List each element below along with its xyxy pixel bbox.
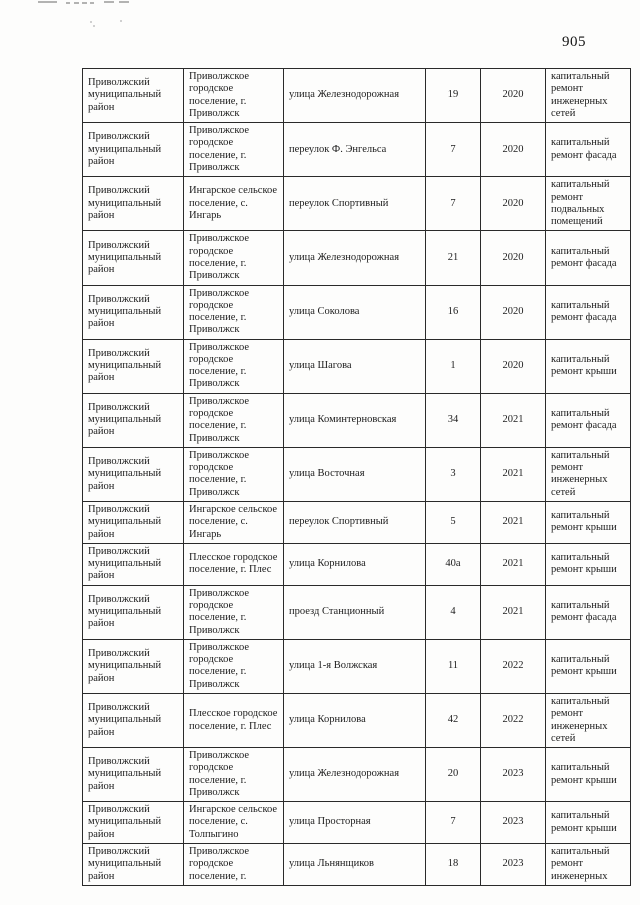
cell-work: капитальный ремонт фасада [546, 393, 631, 447]
cell-year: 2023 [481, 802, 546, 844]
cell-year: 2020 [481, 177, 546, 231]
cell-house: 21 [426, 231, 481, 285]
cell-year: 2020 [481, 123, 546, 177]
cell-work: капитальный ремонт инженерных сетей [546, 447, 631, 501]
cell-district: Приволжский муниципальный район [83, 123, 184, 177]
cell-settlement: Приволжское городское поселение, г. Приволжск [184, 393, 284, 447]
cell-settlement: Ингарское сельское поселение, с. Ингарь [184, 177, 284, 231]
cell-street: улица Соколова [284, 285, 426, 339]
table-row [83, 844, 631, 886]
cell-work: капитальный ремонт фасада [546, 123, 631, 177]
cell-settlement: Приволжское городское поселение, г. Приволжск [184, 123, 284, 177]
table-row [83, 339, 631, 393]
cell-district: Приволжский муниципальный район [83, 639, 184, 693]
cell-district: Приволжский муниципальный район [83, 844, 184, 886]
scan-artifact [93, 25, 95, 27]
cell-district: Приволжский муниципальный район [83, 285, 184, 339]
cell-year: 2022 [481, 639, 546, 693]
cell-settlement: Приволжское городское поселение, г. Приволжск [184, 231, 284, 285]
cell-work: капитальный ремонт крыши [546, 543, 631, 585]
cell-work: капитальный ремонт инженерных сетей [546, 693, 631, 747]
cell-district: Приволжский муниципальный район [83, 339, 184, 393]
cell-district: Приволжский муниципальный район [83, 802, 184, 844]
table-row [83, 693, 631, 747]
cell-house: 19 [426, 69, 481, 123]
cell-work: капитальный ремонт фасада [546, 585, 631, 639]
cell-house: 3 [426, 447, 481, 501]
cell-street: улица Железнодорожная [284, 748, 426, 802]
cell-year: 2021 [481, 393, 546, 447]
cell-district: Приволжский муниципальный район [83, 393, 184, 447]
scan-artifact [119, 1, 129, 3]
cell-settlement: Плесское городское поселение, г. Плес [184, 693, 284, 747]
cell-year: 2021 [481, 502, 546, 544]
cell-settlement: Ингарское сельское поселение, с. Ингарь [184, 502, 284, 544]
cell-house: 40а [426, 543, 481, 585]
cell-year: 2021 [481, 543, 546, 585]
table-row [83, 69, 631, 123]
cell-street: улица 1-я Волжская [284, 639, 426, 693]
cell-street: улица Корнилова [284, 693, 426, 747]
table-row [83, 285, 631, 339]
cell-street: улица Льнянщиков [284, 844, 426, 886]
cell-street: переулок Спортивный [284, 177, 426, 231]
cell-year: 2020 [481, 339, 546, 393]
cell-house: 5 [426, 502, 481, 544]
cell-district: Приволжский муниципальный район [83, 231, 184, 285]
cell-house: 4 [426, 585, 481, 639]
cell-street: улица Железнодорожная [284, 231, 426, 285]
capital-repairs-table [82, 68, 631, 886]
table-row [83, 543, 631, 585]
cell-year: 2020 [481, 231, 546, 285]
cell-settlement: Приволжское городское поселение, г. Приволжск [184, 285, 284, 339]
table-row [83, 639, 631, 693]
scan-artifact [90, 21, 92, 23]
cell-settlement: Плесское городское поселение, г. Плес [184, 543, 284, 585]
table-row [83, 802, 631, 844]
scan-artifact [120, 20, 122, 22]
cell-district: Приволжский муниципальный район [83, 447, 184, 501]
scan-artifact [82, 2, 87, 4]
cell-settlement: Приволжское городское поселение, г. Приволжск [184, 639, 284, 693]
cell-year: 2021 [481, 585, 546, 639]
table-row [83, 123, 631, 177]
table-row [83, 393, 631, 447]
cell-house: 7 [426, 123, 481, 177]
cell-settlement: Ингарское сельское поселение, с. Толпыгино [184, 802, 284, 844]
cell-work: капитальный ремонт фасада [546, 231, 631, 285]
cell-work: капитальный ремонт фасада [546, 285, 631, 339]
cell-year: 2020 [481, 69, 546, 123]
cell-district: Приволжский муниципальный район [83, 585, 184, 639]
cell-district: Приволжский муниципальный район [83, 69, 184, 123]
cell-house: 34 [426, 393, 481, 447]
page-number: 905 [562, 34, 586, 50]
cell-house: 18 [426, 844, 481, 886]
table-row [83, 748, 631, 802]
cell-settlement: Приволжское городское поселение, г. Приволжск [184, 585, 284, 639]
cell-house: 7 [426, 802, 481, 844]
cell-year: 2021 [481, 447, 546, 501]
scan-artifact [104, 1, 114, 3]
cell-street: переулок Ф. Энгельса [284, 123, 426, 177]
cell-settlement: Приволжское городское поселение, г. Приволжск [184, 69, 284, 123]
cell-work: капитальный ремонт крыши [546, 802, 631, 844]
cell-house: 20 [426, 748, 481, 802]
cell-house: 16 [426, 285, 481, 339]
cell-house: 42 [426, 693, 481, 747]
table-row [83, 585, 631, 639]
cell-work: капитальный ремонт крыши [546, 639, 631, 693]
cell-work: капитальный ремонт инженерных [546, 844, 631, 886]
scan-artifact [90, 2, 94, 4]
cell-settlement: Приволжское городское поселение, г. [184, 844, 284, 886]
cell-street: переулок Спортивный [284, 502, 426, 544]
cell-street: улица Шагова [284, 339, 426, 393]
cell-district: Приволжский муниципальный район [83, 543, 184, 585]
cell-street: улица Коминтерновская [284, 393, 426, 447]
cell-work: капитальный ремонт крыши [546, 502, 631, 544]
cell-year: 2022 [481, 693, 546, 747]
cell-year: 2023 [481, 748, 546, 802]
cell-house: 7 [426, 177, 481, 231]
cell-work: капитальный ремонт подвальных помещений [546, 177, 631, 231]
cell-street: улица Железнодорожная [284, 69, 426, 123]
cell-year: 2020 [481, 285, 546, 339]
cell-settlement: Приволжское городское поселение, г. Приволжск [184, 447, 284, 501]
cell-street: улица Просторная [284, 802, 426, 844]
table-row [83, 177, 631, 231]
scan-artifact [66, 2, 70, 4]
cell-year: 2023 [481, 844, 546, 886]
cell-district: Приволжский муниципальный район [83, 502, 184, 544]
cell-district: Приволжский муниципальный район [83, 693, 184, 747]
cell-settlement: Приволжское городское поселение, г. Приволжск [184, 748, 284, 802]
scan-artifact [74, 2, 79, 4]
cell-street: улица Корнилова [284, 543, 426, 585]
cell-work: капитальный ремонт инженерных сетей [546, 69, 631, 123]
table-row [83, 231, 631, 285]
cell-district: Приволжский муниципальный район [83, 748, 184, 802]
table-row [83, 502, 631, 544]
cell-settlement: Приволжское городское поселение, г. Приволжск [184, 339, 284, 393]
cell-work: капитальный ремонт крыши [546, 748, 631, 802]
cell-street: улица Восточная [284, 447, 426, 501]
table-row [83, 447, 631, 501]
cell-house: 11 [426, 639, 481, 693]
cell-street: проезд Станционный [284, 585, 426, 639]
records-table-body [83, 69, 631, 886]
cell-work: капитальный ремонт крыши [546, 339, 631, 393]
cell-district: Приволжский муниципальный район [83, 177, 184, 231]
cell-house: 1 [426, 339, 481, 393]
scan-artifact [38, 1, 57, 3]
